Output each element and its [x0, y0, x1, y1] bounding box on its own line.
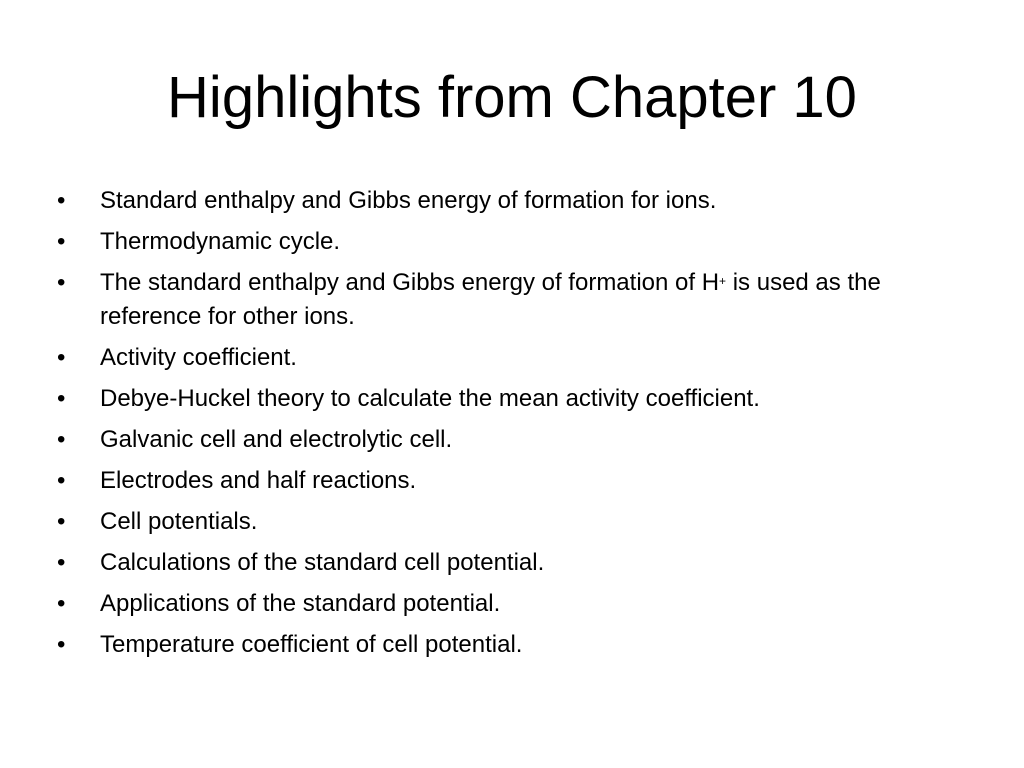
list-item — [57, 341, 957, 375]
bullet-icon: • — [57, 631, 66, 658]
list-item — [57, 266, 957, 334]
list-item — [57, 225, 957, 259]
list-item — [57, 423, 957, 457]
bullet-icon: • — [57, 508, 66, 535]
bullet-text-part: The standard enthalpy and Gibbs energy of formation of H — [100, 269, 720, 296]
bullet-text-part: is used as the reference for other ions. — [100, 269, 881, 330]
slide-title: Highlights from Chapter 10 — [167, 65, 857, 130]
list-item — [57, 546, 957, 580]
bullet-icon: • — [57, 187, 66, 214]
bullet-icon: • — [57, 467, 66, 494]
list-item — [57, 505, 957, 539]
list-item — [57, 464, 957, 498]
bullet-text: Galvanic cell and electrolytic cell. — [100, 426, 453, 453]
list-item — [57, 587, 957, 621]
bullet-text: Cell potentials. — [100, 508, 258, 535]
bullet-text: Electrodes and half reactions. — [100, 467, 417, 494]
bullet-icon: • — [57, 269, 66, 296]
superscript-plus: + — [719, 274, 727, 288]
bullet-text — [100, 269, 881, 330]
bullet-list — [57, 184, 957, 669]
list-item — [57, 628, 957, 662]
bullet-icon: • — [57, 385, 66, 412]
bullet-text: Activity coefficient. — [100, 344, 297, 371]
bullet-icon: • — [57, 344, 66, 371]
list-item — [57, 184, 957, 218]
bullet-text: Standard enthalpy and Gibbs energy of formation for ions. — [100, 187, 717, 214]
bullet-icon: • — [57, 590, 66, 617]
bullet-text: Thermodynamic cycle. — [100, 228, 341, 255]
bullet-text: Temperature coefficient of cell potential. — [100, 631, 523, 658]
bullet-text: Applications of the standard potential. — [100, 590, 501, 617]
bullet-icon: • — [57, 549, 66, 576]
list-item — [57, 382, 957, 416]
bullet-icon: • — [57, 228, 66, 255]
bullet-text: Calculations of the standard cell potential. — [100, 549, 545, 576]
bullet-text: Debye-Huckel theory to calculate the mean activity coefficient. — [100, 385, 760, 412]
bullet-icon: • — [57, 426, 66, 453]
